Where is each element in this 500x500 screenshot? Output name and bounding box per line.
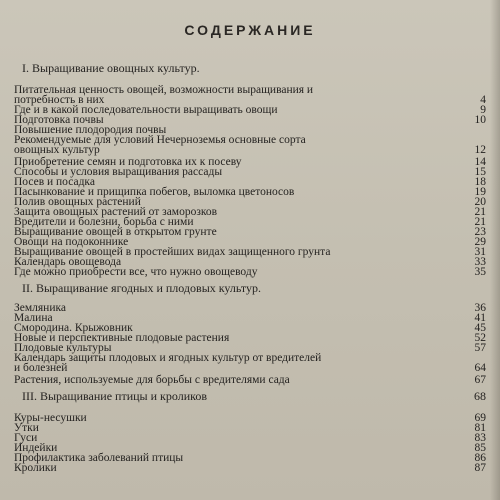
toc-page-number: 85 xyxy=(474,442,486,454)
toc-entry-text: Смородина. Крыжовник xyxy=(14,322,133,334)
toc-entry-text: Повышение плодородия почвы xyxy=(14,124,167,136)
toc-entry-text: Посев и посадка xyxy=(14,176,95,188)
toc-entry-text: Питательная ценность овощей, возможности выращивания и xyxy=(14,84,314,96)
toc-entry-text: Выращивание овощей в открытом грунте xyxy=(14,226,217,238)
toc-page-number: 33 xyxy=(474,256,486,268)
toc-page-number: 86 xyxy=(474,452,486,464)
toc-entry-text: Календарь защиты плодовых и ягодных культур от вредителей xyxy=(14,352,322,364)
toc-entry-text: Приобретение семян и подготовка их к посеву xyxy=(14,156,242,168)
toc-entry-text: Вредители и болезни, борьба с ними xyxy=(14,216,194,228)
toc-entry-text: Полив овощных растений xyxy=(14,196,141,208)
toc-entry-text: овощных культур xyxy=(14,144,100,156)
toc-page-number: 64 xyxy=(474,362,486,374)
toc-entry-text: Где и в какой последовательности выращивать овощи xyxy=(14,104,278,116)
toc-page-number: 12 xyxy=(474,144,486,156)
toc-page-number: 21 xyxy=(474,206,486,218)
toc-entry-text: и болезней xyxy=(14,362,68,374)
toc-entry-text: Способы и условия выращивания рассады xyxy=(14,166,223,178)
toc-page-number: 57 xyxy=(474,342,486,354)
toc-entry-text: Профилактика заболеваний птицы xyxy=(14,452,184,464)
toc-page-number: 36 xyxy=(474,302,486,314)
toc-page-number: 10 xyxy=(474,114,486,126)
toc-entry-text: Овощи на подоконнике xyxy=(14,236,129,248)
toc-page-number: 29 xyxy=(474,236,486,248)
page-title: СОДЕРЖАНИЕ xyxy=(184,22,316,38)
toc-page-number: 35 xyxy=(474,266,486,278)
toc-page-number: 19 xyxy=(474,186,486,198)
toc-entry-text: Выращивание овощей в простейших видах защищенного грунта xyxy=(14,246,331,258)
toc-page-number: 41 xyxy=(474,312,486,324)
toc-entry-text: Земляника xyxy=(14,302,66,314)
toc-entry-text: Где можно приобрести все, что нужно овощеводу xyxy=(14,266,258,278)
toc-page-number: 15 xyxy=(474,166,486,178)
toc-entry-text: Календарь овощевода xyxy=(14,256,122,268)
toc-entry-text: Куры-несушки xyxy=(14,412,87,424)
toc-page-number: 45 xyxy=(474,322,486,334)
toc-entry-text: потребность в них xyxy=(14,94,105,106)
toc-page-number: 69 xyxy=(474,412,486,424)
toc-entry-text: Плодовые культуры xyxy=(14,342,112,354)
toc-entry-text: Индейки xyxy=(14,442,58,454)
toc-page-number: 23 xyxy=(474,226,486,238)
toc-entry-text: Рекомендуемые для условий Нечерноземья основные сорта xyxy=(14,134,306,146)
toc-entry-text: Гуси xyxy=(14,432,38,444)
toc-entry-text: Малина xyxy=(14,312,53,324)
page-shadow xyxy=(490,0,500,500)
toc-page-number: 9 xyxy=(480,104,486,116)
toc-page-number: 21 xyxy=(474,216,486,228)
toc-page-number: 68 xyxy=(474,389,486,403)
toc-entry-text: III. Выращивание птицы и кроликов xyxy=(22,389,208,403)
toc-page-number: 67 xyxy=(474,374,486,386)
toc-page-number: 83 xyxy=(474,432,486,444)
toc-page-number: 20 xyxy=(474,196,486,208)
toc-entry-text: Новые и перспективные плодовые растения xyxy=(14,332,230,344)
toc-page-number: 18 xyxy=(474,176,486,188)
toc-entry-text: Растения, используемые для борьбы с вредителями сада xyxy=(14,374,290,386)
toc-page-number: 81 xyxy=(474,422,486,434)
toc-entry-text: Кролики xyxy=(14,462,57,474)
toc-entry-text: Пасынкование и прищипка побегов, выломка цветоносов xyxy=(14,186,295,198)
toc-page-number: 14 xyxy=(474,156,486,168)
toc-entry-text: Подготовка почвы xyxy=(14,114,104,126)
toc-entry-text: Защита овощных растений от заморозков xyxy=(14,206,218,218)
toc-entry-text: Утки xyxy=(14,422,39,434)
toc-entry-text: I. Выращивание овощных культур. xyxy=(22,61,200,75)
toc-page-number: 31 xyxy=(474,246,486,258)
toc-page-number: 52 xyxy=(474,332,486,344)
toc-page-number: 87 xyxy=(474,462,486,474)
toc-page-number: 4 xyxy=(480,94,486,106)
toc-entry-text: II. Выращивание ягодных и плодовых культур. xyxy=(22,281,261,295)
